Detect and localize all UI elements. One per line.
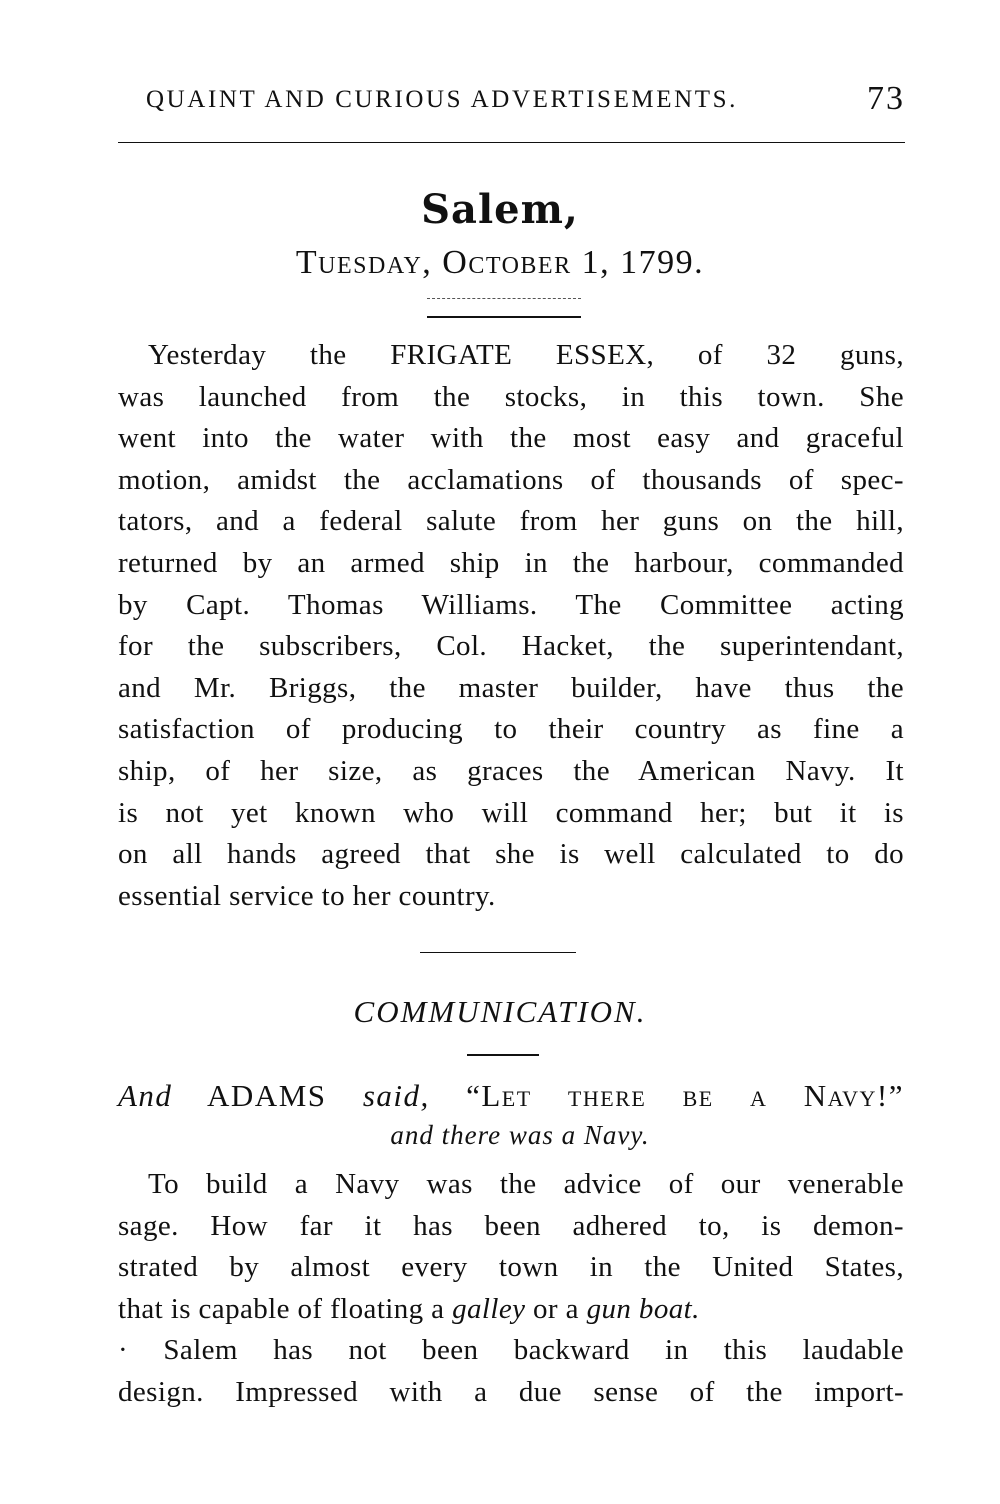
article-line: essential service to her country. — [118, 879, 496, 912]
communication-paragraph-1 — [118, 1164, 904, 1330]
article-line: ship, of her size, as graces the American Navy. It — [118, 754, 904, 787]
quote-said: said, — [362, 1078, 430, 1113]
quote-line — [118, 1078, 904, 1114]
article-line: returned by an armed ship in the harbour, commanded — [118, 546, 904, 579]
running-header-title: QUAINT AND CURIOUS ADVERTISEMENTS. — [146, 86, 739, 113]
article-line: tators, and a federal salute from her guns on the hill, — [118, 505, 904, 538]
quote-line-2: and there was a Navy. — [390, 1120, 650, 1150]
dateline-place: Salem, — [421, 186, 579, 233]
article-line: for the subscribers, Col. Hacket, the superintendant, — [118, 630, 904, 663]
article-line: motion, amidst the acclamations of thousands of spec- — [118, 463, 904, 496]
section-divider — [420, 952, 576, 953]
article-line: satisfaction of producing to their country as fine a — [118, 713, 904, 746]
quote-let-there-be: “Let there be a Navy!” — [466, 1078, 905, 1113]
communication-line: strated by almost every town in the United States, — [118, 1251, 904, 1284]
galley-word: galley — [452, 1292, 526, 1325]
header-rule — [118, 142, 905, 143]
communication-heading: COMMUNICATION. — [353, 994, 647, 1029]
article-line: was launched from the stocks, in this town. She — [118, 380, 904, 413]
communication-line — [118, 1289, 904, 1331]
dotted-rule — [427, 298, 581, 299]
communication-paragraph-2 — [118, 1330, 904, 1413]
page-number: 73 — [867, 80, 905, 117]
article-line: went into the water with the most easy and graceful — [118, 422, 904, 455]
line4-pre: that is capable of floating a — [118, 1292, 445, 1325]
quote-and: And — [118, 1078, 173, 1113]
quote-adams: ADAMS — [207, 1078, 327, 1113]
article-line: and Mr. Briggs, the master builder, have thus the — [118, 671, 904, 704]
running-header — [118, 80, 905, 130]
dateline-rule — [427, 316, 581, 318]
communication-line: To build a Navy was the advice of our venerable — [148, 1168, 904, 1200]
communication-line: design. Impressed with a due sense of the import- — [118, 1375, 904, 1408]
communication-line: · Salem has not been backward in this laudable — [118, 1334, 904, 1366]
article-line: Yesterday the FRIGATE ESSEX, of 32 guns, — [148, 339, 904, 371]
article-paragraph — [118, 335, 904, 917]
dateline-date: Tuesday, October 1, 1799. — [295, 244, 705, 281]
article-line: by Capt. Thomas Williams. The Committee acting — [118, 588, 904, 621]
line4-mid: or a — [533, 1292, 579, 1325]
communication-line: sage. How far it has been adhered to, is demon- — [118, 1209, 904, 1242]
article-line: is not yet known who will command her; but it is — [118, 796, 904, 829]
article-line: on all hands agreed that she is well calculated to do — [118, 838, 904, 871]
heading-rule — [467, 1054, 539, 1056]
gun-boat-word: gun boat. — [586, 1292, 700, 1325]
